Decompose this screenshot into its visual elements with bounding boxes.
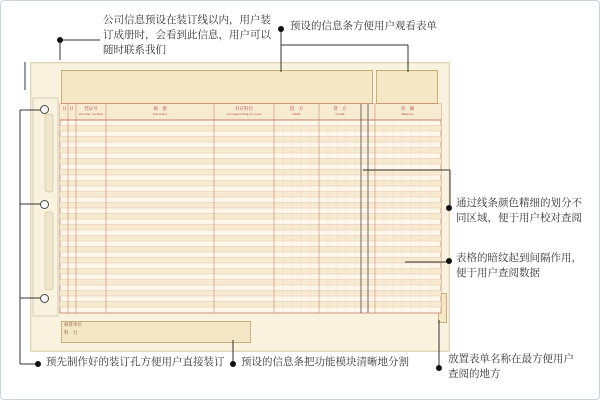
column-header-day: 日 [62, 107, 67, 112]
column-header-debit: 借 方 [289, 107, 304, 112]
annotation-info-bar-top: 预设的信息条方便用户观看表单 [290, 20, 437, 32]
marker-form-name [436, 365, 442, 371]
column-header-summary: 摘 要 [153, 107, 167, 112]
binding-hole-bottom [40, 294, 49, 303]
annotation-info-bar-bottom: 预设的信息条把功能模块清晰地分割 [241, 356, 409, 368]
column-sub-credit: Credit [335, 112, 345, 116]
column-header-balance: 余 额 [400, 107, 415, 112]
annotation-company-info: 公司信息预设在装订线以内，用户装订成册时，会看到此信息，用户可以随时联系我们 [103, 14, 271, 56]
marker-binding-holes [35, 361, 41, 367]
column-sub-account: Corresponding Account [226, 112, 262, 116]
column-header-voucher: 凭证号 [84, 107, 98, 112]
marker-info-bar-top [278, 26, 284, 32]
column-sub-summary: Summary [152, 112, 168, 116]
annotation-binding-holes: 预先制作好的装订孔方便用户直接装订 [46, 356, 225, 368]
column-header-account: 对应科目 [235, 107, 253, 112]
marker-line-weight [446, 205, 452, 211]
annotation-form-name: 放置表单名称在最方便用户查阅的地方 [448, 353, 574, 380]
marker-company-info [57, 37, 63, 43]
binding-info-panel-top [45, 114, 53, 192]
column-sub-voucher: Voucher number [78, 112, 104, 116]
column-sub-balance: Balance [401, 112, 414, 116]
annotation-line-weight: 通过线条颜色精细的划分不同区域，便于用户校对查阅 [456, 197, 582, 224]
column-header-day-2: 日 [69, 107, 74, 112]
annotation-row-shading: 表格的暗纹起到间隔作用，便于用户查阅数据 [456, 252, 582, 279]
binding-hole-top [40, 105, 49, 114]
column-sub-debit: Debit [292, 112, 301, 116]
binding-info-panel-bottom [45, 212, 53, 290]
binding-hole-middle [40, 200, 49, 209]
footer-label-account: 科 目 [64, 331, 78, 336]
marker-row-shading [446, 258, 452, 264]
column-header-credit: 贷 方 [333, 107, 347, 112]
footer-label-unit: 核算单位 [64, 323, 82, 328]
